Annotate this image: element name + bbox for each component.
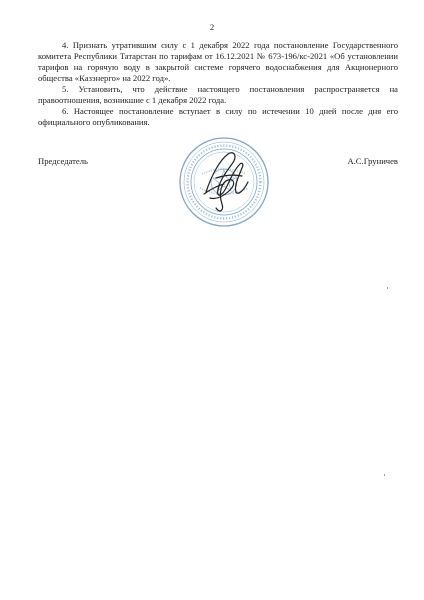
paragraph-5: 5. Установить, что действие настоящего постановления распространяется на правоотношения, возникшие с 1 декабря 2022 года.	[38, 84, 398, 105]
paragraph-4: 4. Признать утратившим силу с 1 декабря 2022 года постановление Государственного комитета Республики Татарстан по тарифам от 16.12.2021 № 673-196/кс-2021 «Об установлении тарифов на горячую воду в закрытой системе горячего водоснабжения для Акционерного общества «Казэнерго» на 2022 год».	[38, 40, 398, 83]
paragraph-6: 6. Настоящее постановление вступает в силу по истечении 10 дней после дня его официального опубликования.	[38, 106, 398, 127]
scan-speck	[384, 474, 385, 476]
document-body	[38, 40, 398, 128]
page-number: 2	[209, 22, 215, 32]
official-seal-image	[176, 134, 272, 230]
scan-speck	[387, 287, 388, 289]
signatory-title: Председатель	[38, 156, 88, 166]
signatory-name: А.С.Груничев	[347, 156, 398, 166]
